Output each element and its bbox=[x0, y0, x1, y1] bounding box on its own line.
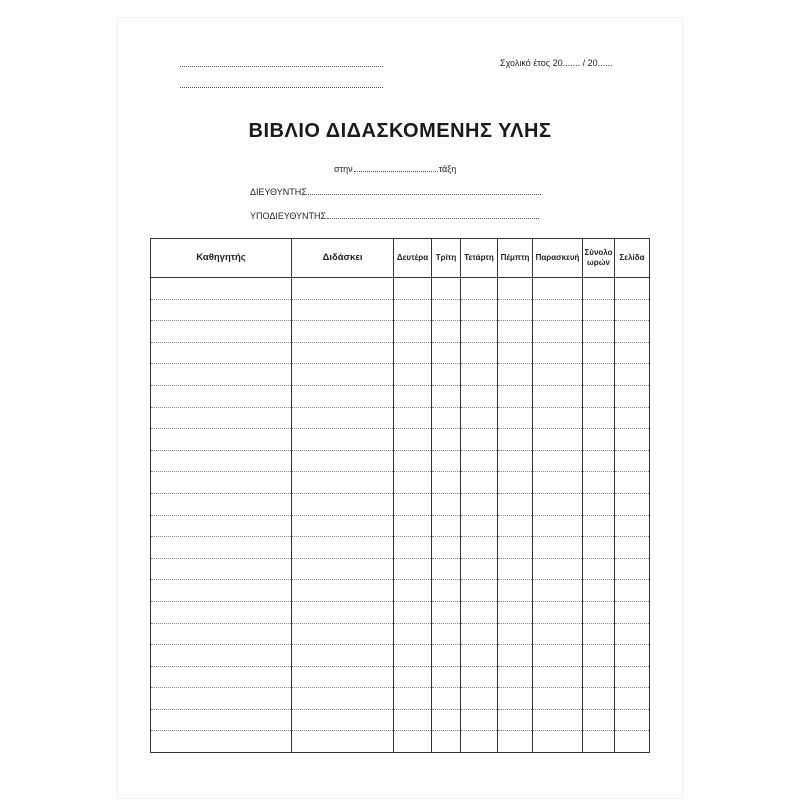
table-row bbox=[151, 342, 650, 364]
table-row bbox=[151, 580, 650, 602]
table-cell[interactable] bbox=[583, 342, 615, 364]
table-cell[interactable] bbox=[498, 407, 533, 429]
table-cell[interactable] bbox=[151, 364, 292, 386]
table-cell[interactable] bbox=[292, 321, 394, 343]
table-cell[interactable] bbox=[394, 558, 432, 580]
table-cell[interactable] bbox=[615, 666, 650, 688]
table-cell[interactable] bbox=[615, 537, 650, 559]
table-cell[interactable] bbox=[432, 364, 461, 386]
table-cell[interactable] bbox=[432, 278, 461, 300]
table-cell[interactable] bbox=[432, 666, 461, 688]
table-cell[interactable] bbox=[498, 623, 533, 645]
table-row bbox=[151, 537, 650, 559]
director-blank bbox=[308, 194, 541, 195]
table-cell[interactable] bbox=[151, 537, 292, 559]
top-line-1 bbox=[180, 66, 383, 67]
table-cell[interactable] bbox=[461, 321, 498, 343]
table-cell[interactable] bbox=[151, 450, 292, 472]
table-cell[interactable] bbox=[533, 645, 583, 667]
col-header-friday: Παρασκευή bbox=[533, 239, 583, 278]
table-cell[interactable] bbox=[394, 321, 432, 343]
table-row bbox=[151, 666, 650, 688]
table-cell[interactable] bbox=[461, 688, 498, 710]
table-cell[interactable] bbox=[615, 429, 650, 451]
table-cell[interactable] bbox=[394, 342, 432, 364]
table-cell[interactable] bbox=[432, 493, 461, 515]
table-cell[interactable] bbox=[151, 321, 292, 343]
table-cell[interactable] bbox=[498, 299, 533, 321]
table-cell[interactable] bbox=[461, 407, 498, 429]
table-cell[interactable] bbox=[461, 472, 498, 494]
school-year bbox=[500, 58, 613, 68]
table-cell[interactable] bbox=[432, 580, 461, 602]
table-cell[interactable] bbox=[394, 407, 432, 429]
table-cell[interactable] bbox=[394, 493, 432, 515]
table-cell[interactable] bbox=[432, 731, 461, 753]
table-cell[interactable] bbox=[583, 515, 615, 537]
table-cell[interactable] bbox=[461, 709, 498, 731]
table-cell[interactable] bbox=[498, 601, 533, 623]
table-cell[interactable] bbox=[432, 645, 461, 667]
table-cell[interactable] bbox=[151, 688, 292, 710]
table-cell[interactable] bbox=[615, 558, 650, 580]
table-cell[interactable] bbox=[461, 731, 498, 753]
table-cell[interactable] bbox=[533, 558, 583, 580]
table-cell[interactable] bbox=[615, 450, 650, 472]
table-cell[interactable] bbox=[498, 537, 533, 559]
table-cell[interactable] bbox=[292, 450, 394, 472]
table-header-row bbox=[151, 239, 650, 278]
table-cell[interactable] bbox=[292, 364, 394, 386]
table-row bbox=[151, 558, 650, 580]
table-cell[interactable] bbox=[292, 558, 394, 580]
table-cell[interactable] bbox=[498, 429, 533, 451]
table-cell[interactable] bbox=[394, 645, 432, 667]
table-cell[interactable] bbox=[394, 537, 432, 559]
table-cell[interactable] bbox=[461, 493, 498, 515]
table-cell[interactable] bbox=[533, 407, 583, 429]
table-cell[interactable] bbox=[394, 299, 432, 321]
table-cell[interactable] bbox=[498, 385, 533, 407]
table-cell[interactable] bbox=[292, 407, 394, 429]
table-cell[interactable] bbox=[151, 558, 292, 580]
table-cell[interactable] bbox=[292, 385, 394, 407]
table-cell[interactable] bbox=[615, 623, 650, 645]
table-cell[interactable] bbox=[461, 580, 498, 602]
table-cell[interactable] bbox=[292, 278, 394, 300]
table-cell[interactable] bbox=[432, 558, 461, 580]
table-cell[interactable] bbox=[151, 472, 292, 494]
table-body bbox=[151, 278, 650, 753]
table-cell[interactable] bbox=[292, 472, 394, 494]
table-row bbox=[151, 321, 650, 343]
table-cell[interactable] bbox=[615, 493, 650, 515]
table-row bbox=[151, 731, 650, 753]
director-field bbox=[250, 187, 541, 197]
table-cell[interactable] bbox=[583, 601, 615, 623]
table-cell[interactable] bbox=[432, 299, 461, 321]
table-cell[interactable] bbox=[432, 450, 461, 472]
table-cell[interactable] bbox=[615, 472, 650, 494]
table-row bbox=[151, 450, 650, 472]
table-cell[interactable] bbox=[498, 321, 533, 343]
table-cell[interactable] bbox=[394, 731, 432, 753]
table-cell[interactable] bbox=[498, 472, 533, 494]
table-cell[interactable] bbox=[533, 688, 583, 710]
table-cell[interactable] bbox=[151, 493, 292, 515]
table-cell[interactable] bbox=[615, 601, 650, 623]
table-cell[interactable] bbox=[583, 429, 615, 451]
table-cell[interactable] bbox=[583, 666, 615, 688]
table-cell[interactable] bbox=[151, 515, 292, 537]
table-cell[interactable] bbox=[432, 385, 461, 407]
table-cell[interactable] bbox=[292, 515, 394, 537]
table-row bbox=[151, 688, 650, 710]
table-cell[interactable] bbox=[292, 645, 394, 667]
deputy-label: ΥΠΟΔΙΕΥΘΥΝΤΗΣ bbox=[250, 211, 327, 221]
table-cell[interactable] bbox=[615, 364, 650, 386]
table-cell[interactable] bbox=[394, 278, 432, 300]
table-cell[interactable] bbox=[292, 493, 394, 515]
table-cell[interactable] bbox=[461, 537, 498, 559]
table-cell[interactable] bbox=[583, 580, 615, 602]
table-row bbox=[151, 601, 650, 623]
table-cell[interactable] bbox=[533, 709, 583, 731]
table-cell[interactable] bbox=[432, 601, 461, 623]
table-cell[interactable] bbox=[394, 688, 432, 710]
table-cell[interactable] bbox=[432, 407, 461, 429]
table-cell[interactable] bbox=[461, 429, 498, 451]
class-prefix: στην bbox=[334, 164, 353, 174]
table-cell[interactable] bbox=[498, 342, 533, 364]
table-cell[interactable] bbox=[394, 385, 432, 407]
subjects-table bbox=[150, 238, 650, 753]
page-title: ΒΙΒΛΙΟ ΔΙΔΑΣΚΟΜΕΝΗΣ ΥΛΗΣ bbox=[248, 120, 552, 142]
table-cell[interactable] bbox=[292, 666, 394, 688]
table-cell[interactable] bbox=[533, 364, 583, 386]
table-cell[interactable] bbox=[292, 709, 394, 731]
table-row bbox=[151, 299, 650, 321]
table-cell[interactable] bbox=[292, 601, 394, 623]
table-cell[interactable] bbox=[292, 688, 394, 710]
table-cell[interactable] bbox=[394, 580, 432, 602]
table-cell[interactable] bbox=[533, 321, 583, 343]
col-header-page: Σελίδα bbox=[615, 239, 650, 278]
table-cell[interactable] bbox=[292, 623, 394, 645]
table-cell[interactable] bbox=[498, 645, 533, 667]
table-cell[interactable] bbox=[394, 601, 432, 623]
table-cell[interactable] bbox=[583, 278, 615, 300]
table-row bbox=[151, 472, 650, 494]
table-cell[interactable] bbox=[583, 364, 615, 386]
table-cell[interactable] bbox=[461, 601, 498, 623]
table-cell[interactable] bbox=[533, 666, 583, 688]
table-cell[interactable] bbox=[292, 580, 394, 602]
table-cell[interactable] bbox=[151, 407, 292, 429]
table-cell[interactable] bbox=[461, 299, 498, 321]
table-cell[interactable] bbox=[533, 580, 583, 602]
table-cell[interactable] bbox=[498, 493, 533, 515]
table-cell[interactable] bbox=[533, 385, 583, 407]
table-cell[interactable] bbox=[583, 731, 615, 753]
table-cell[interactable] bbox=[615, 709, 650, 731]
table-cell[interactable] bbox=[583, 537, 615, 559]
table-cell[interactable] bbox=[151, 278, 292, 300]
table-cell[interactable] bbox=[498, 688, 533, 710]
table-cell[interactable] bbox=[533, 429, 583, 451]
table-cell[interactable] bbox=[394, 450, 432, 472]
table-row bbox=[151, 429, 650, 451]
table-cell[interactable] bbox=[461, 364, 498, 386]
class-blank bbox=[354, 171, 438, 172]
table-cell[interactable] bbox=[292, 731, 394, 753]
table-cell[interactable] bbox=[394, 666, 432, 688]
table-cell[interactable] bbox=[583, 407, 615, 429]
deputy-field bbox=[250, 211, 539, 221]
table-cell[interactable] bbox=[533, 623, 583, 645]
table-cell[interactable] bbox=[615, 321, 650, 343]
table-cell[interactable] bbox=[151, 601, 292, 623]
table-cell[interactable] bbox=[461, 558, 498, 580]
class-suffix: τάξη bbox=[438, 164, 457, 174]
table-row bbox=[151, 407, 650, 429]
table-cell[interactable] bbox=[533, 472, 583, 494]
table-cell[interactable] bbox=[432, 321, 461, 343]
table-cell[interactable] bbox=[583, 623, 615, 645]
table-cell[interactable] bbox=[394, 623, 432, 645]
director-label: ΔΙΕΥΘΥΝΤΗΣ bbox=[250, 187, 307, 197]
table-cell[interactable] bbox=[151, 429, 292, 451]
col-header-thursday: Πέμπτη bbox=[498, 239, 533, 278]
table-cell[interactable] bbox=[432, 623, 461, 645]
table-cell[interactable] bbox=[292, 299, 394, 321]
table-cell[interactable] bbox=[615, 342, 650, 364]
table-cell[interactable] bbox=[583, 472, 615, 494]
table-row bbox=[151, 515, 650, 537]
table-row bbox=[151, 493, 650, 515]
table-cell[interactable] bbox=[615, 278, 650, 300]
table-cell[interactable] bbox=[151, 342, 292, 364]
table-cell[interactable] bbox=[615, 580, 650, 602]
table-cell[interactable] bbox=[498, 364, 533, 386]
table-cell[interactable] bbox=[394, 709, 432, 731]
table-cell[interactable] bbox=[461, 645, 498, 667]
table-cell[interactable] bbox=[394, 515, 432, 537]
table-cell[interactable] bbox=[394, 429, 432, 451]
table-cell[interactable] bbox=[432, 537, 461, 559]
table-cell[interactable] bbox=[151, 580, 292, 602]
table-cell[interactable] bbox=[151, 623, 292, 645]
table-cell[interactable] bbox=[533, 450, 583, 472]
table-cell[interactable] bbox=[394, 364, 432, 386]
table-cell[interactable] bbox=[533, 601, 583, 623]
col-header-monday: Δευτέρα bbox=[394, 239, 432, 278]
table-row bbox=[151, 278, 650, 300]
table-cell[interactable] bbox=[583, 709, 615, 731]
table-cell[interactable] bbox=[615, 385, 650, 407]
table-cell[interactable] bbox=[498, 515, 533, 537]
table-cell[interactable] bbox=[498, 580, 533, 602]
table-cell[interactable] bbox=[498, 450, 533, 472]
col-header-tuesday: Τρίτη bbox=[432, 239, 461, 278]
table-cell[interactable] bbox=[461, 450, 498, 472]
table-cell[interactable] bbox=[615, 645, 650, 667]
table-cell[interactable] bbox=[533, 515, 583, 537]
table-cell[interactable] bbox=[432, 429, 461, 451]
table-cell[interactable] bbox=[151, 645, 292, 667]
table-cell[interactable] bbox=[394, 472, 432, 494]
table-cell[interactable] bbox=[615, 515, 650, 537]
table-cell[interactable] bbox=[151, 666, 292, 688]
table-cell[interactable] bbox=[533, 537, 583, 559]
table-cell[interactable] bbox=[432, 515, 461, 537]
school-year-label: Σχολικό έτος bbox=[500, 58, 551, 68]
table-cell[interactable] bbox=[583, 299, 615, 321]
table-cell[interactable] bbox=[498, 558, 533, 580]
table-cell[interactable] bbox=[583, 645, 615, 667]
table-cell[interactable] bbox=[151, 299, 292, 321]
table-row bbox=[151, 709, 650, 731]
col-header-teaches: Διδάσκει bbox=[292, 239, 394, 278]
table-cell[interactable] bbox=[432, 342, 461, 364]
col-header-teacher: Καθηγητής bbox=[151, 239, 292, 278]
table-cell[interactable] bbox=[151, 385, 292, 407]
table-cell[interactable] bbox=[461, 385, 498, 407]
table-cell[interactable] bbox=[615, 688, 650, 710]
table-row bbox=[151, 645, 650, 667]
col-header-wednesday: Τετάρτη bbox=[461, 239, 498, 278]
table-row bbox=[151, 623, 650, 645]
top-line-2 bbox=[180, 87, 383, 88]
table-cell[interactable] bbox=[583, 558, 615, 580]
table-cell[interactable] bbox=[432, 472, 461, 494]
col-header-total-hours: Σύνολο ωρών bbox=[583, 239, 615, 278]
table-cell[interactable] bbox=[533, 278, 583, 300]
table-cell[interactable] bbox=[583, 493, 615, 515]
table-cell[interactable] bbox=[533, 731, 583, 753]
table-cell[interactable] bbox=[498, 278, 533, 300]
table-cell[interactable] bbox=[533, 342, 583, 364]
table-cell[interactable] bbox=[432, 688, 461, 710]
table-cell[interactable] bbox=[461, 623, 498, 645]
table-cell[interactable] bbox=[151, 731, 292, 753]
table-row bbox=[151, 385, 650, 407]
table-cell[interactable] bbox=[533, 493, 583, 515]
school-year-value: 20....... / 20...... bbox=[552, 58, 613, 68]
table-cell[interactable] bbox=[583, 321, 615, 343]
table-cell[interactable] bbox=[498, 666, 533, 688]
table-cell[interactable] bbox=[461, 278, 498, 300]
table-cell[interactable] bbox=[498, 731, 533, 753]
class-field bbox=[334, 164, 456, 174]
table-row bbox=[151, 364, 650, 386]
table-cell[interactable] bbox=[461, 515, 498, 537]
table-cell[interactable] bbox=[615, 731, 650, 753]
table-cell[interactable] bbox=[615, 299, 650, 321]
table-cell[interactable] bbox=[583, 688, 615, 710]
deputy-blank bbox=[327, 218, 539, 219]
table-cell[interactable] bbox=[292, 429, 394, 451]
table-cell[interactable] bbox=[461, 342, 498, 364]
table-cell[interactable] bbox=[461, 666, 498, 688]
table-cell[interactable] bbox=[615, 407, 650, 429]
table-cell[interactable] bbox=[292, 342, 394, 364]
table-cell[interactable] bbox=[151, 709, 292, 731]
table-cell[interactable] bbox=[432, 709, 461, 731]
table-cell[interactable] bbox=[292, 537, 394, 559]
table-cell[interactable] bbox=[583, 385, 615, 407]
table-cell[interactable] bbox=[498, 709, 533, 731]
table-cell[interactable] bbox=[533, 299, 583, 321]
table-cell[interactable] bbox=[583, 450, 615, 472]
